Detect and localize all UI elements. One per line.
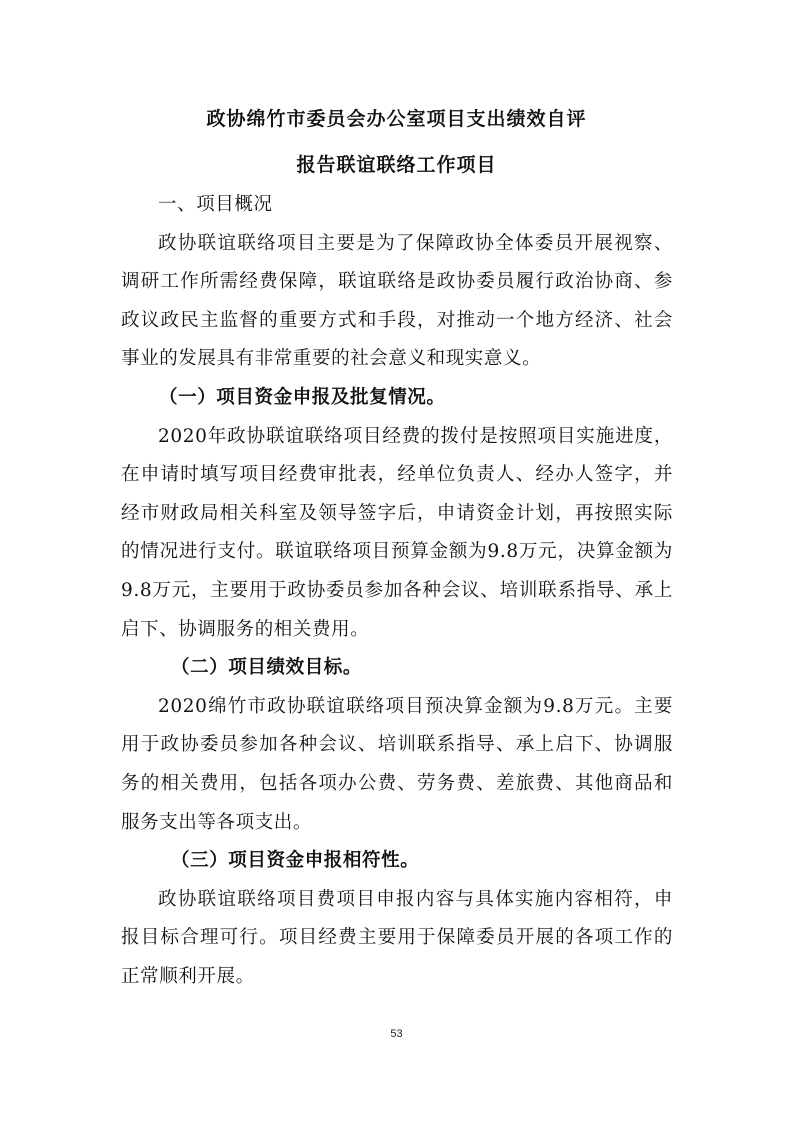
subsection-heading-goals: （二）项目绩效目标。 [171, 657, 363, 679]
page-number: 53 [390, 1028, 403, 1040]
document-body [121, 186, 673, 996]
subsection-heading-funding: （一）项目资金申报及批复情况。 [159, 386, 446, 408]
paragraph-funding: 2020年政协联谊联络项目经费的拨付是按照项目实施进度，在申请时填写项目经费审批表，经单位负责人、经办人签字，并经市财政局相关科室及领导签字后，申请资金计划，再按照实际的情况进行支付。联谊联络项目预算金额为9.8万元，决算金额为9.8万元，主要用于政协委员参加各种会议、培训联系指导、承上启下、协调服务的相关费用。 [121, 425, 673, 640]
paragraph-conformity: 政协联谊联络项目费项目申报内容与具体实施内容相符，申报目标合理可行。项目经费主要用于保障委员开展的各项工作的正常顺利开展。 [121, 888, 673, 987]
paragraph-overview: 政协联谊联络项目主要是为了保障政协全体委员开展视察、调研工作所需经费保障，联谊联络是政协委员履行政治协商、参政议政民主监督的重要方式和手段，对推动一个地方经济、社会事业的发展具有非常重要的社会意义和现实意义。 [121, 232, 673, 370]
document-title-line-1: 政协绵竹市委员会办公室项目支出绩效自评 [206, 108, 587, 130]
subsection-heading-conformity: （三）项目资金申报相符性。 [171, 850, 420, 872]
paragraph-goals: 2020绵竹市政协联谊联络项目预决算金额为9.8万元。主要用于政协委员参加各种会议、培训联系指导、承上启下、协调服务的相关费用，包括各项办公费、劳务费、差旅费、其他商品和服务支出等各项支出。 [121, 695, 673, 833]
section-heading-overview: 一、项目概况 [158, 194, 273, 215]
document-title-line-2: 报告联谊联络工作项目 [296, 154, 497, 176]
